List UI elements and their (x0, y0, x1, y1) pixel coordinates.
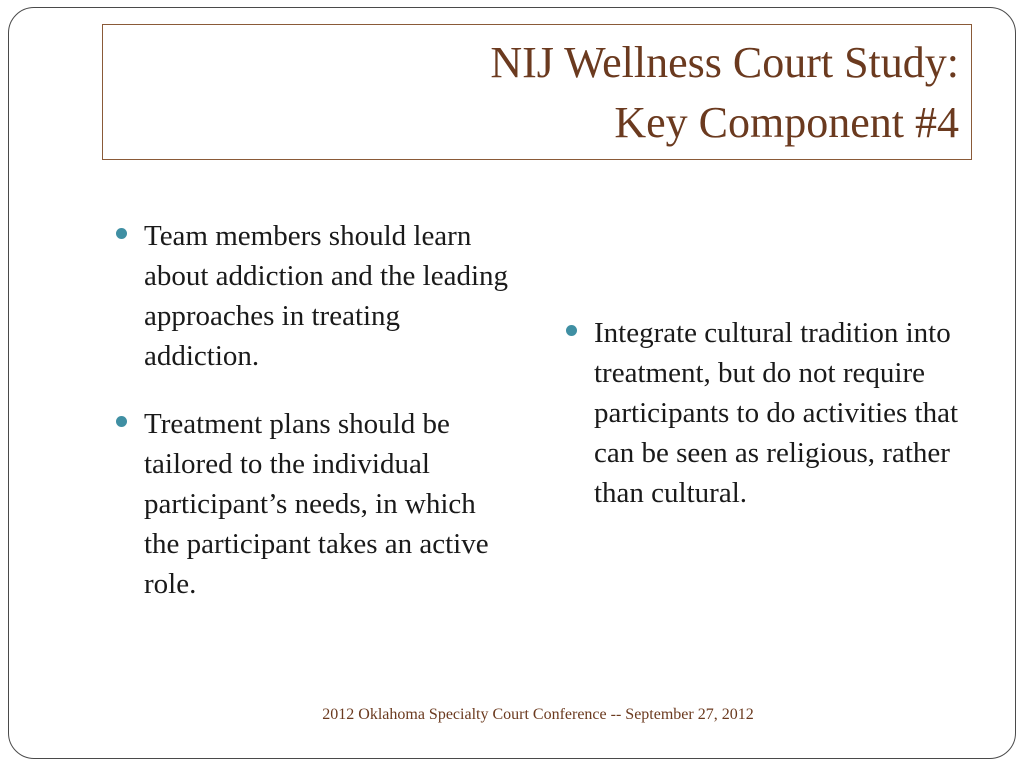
slide-title (490, 33, 959, 153)
bullet-text: Team members should learn about addiction and the leading approaches in treating addiction. (144, 220, 509, 372)
bullet-dot-icon (116, 228, 127, 239)
title-box (102, 24, 972, 160)
bullet-item (566, 313, 966, 513)
bullet-dot-icon (566, 325, 577, 336)
left-bullet-list (116, 216, 516, 632)
bullet-text: Integrate cultural tradition into treatment, but do not require participants to do activities that can be seen as religious, rather than cultural. (594, 317, 959, 509)
slide-title-line-1: NIJ Wellness Court Study: (490, 38, 959, 87)
right-bullet-list (566, 313, 966, 541)
slide-footer: 2012 Oklahoma Specialty Court Conference -- September 27, 2012 (322, 706, 754, 723)
bullet-dot-icon (116, 416, 127, 427)
slide-title-line-2: Key Component #4 (614, 98, 959, 147)
bullet-item (116, 404, 516, 604)
bullet-item (116, 216, 516, 376)
bullet-text: Treatment plans should be tailored to the individual participant’s needs, in which the participant takes an active role. (144, 408, 489, 600)
